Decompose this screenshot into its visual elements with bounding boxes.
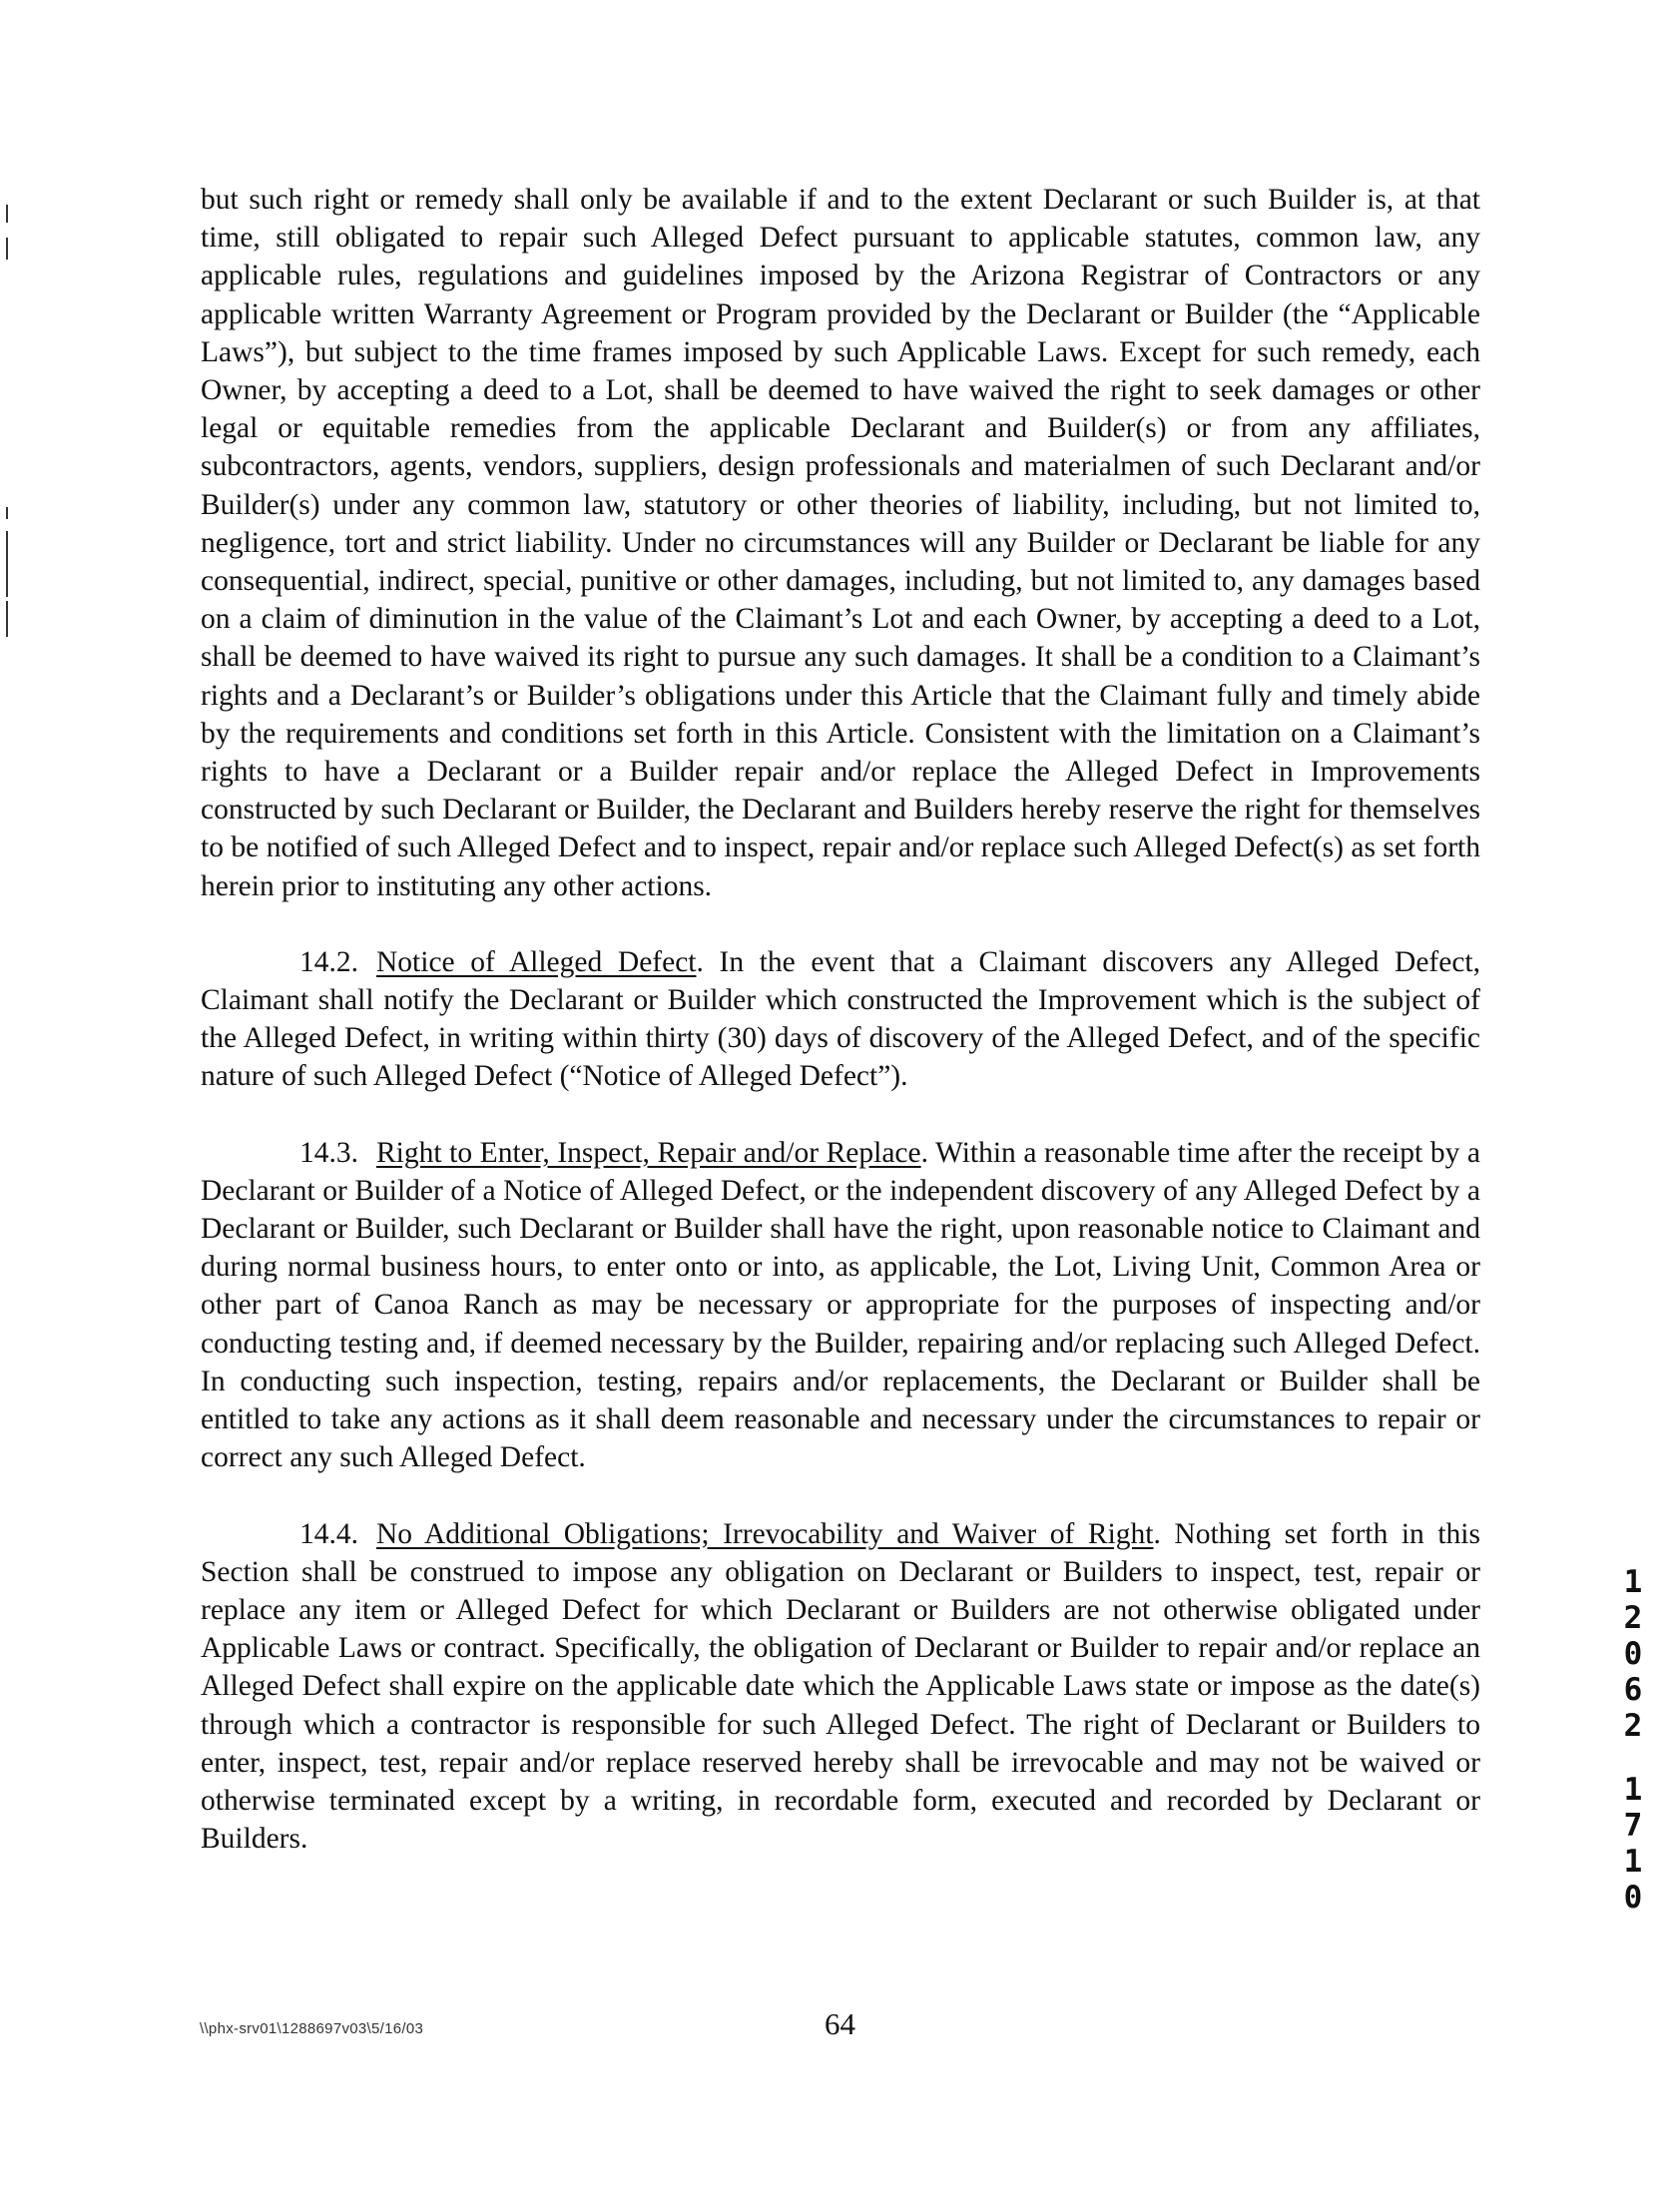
stamp-digit: 0 bbox=[1623, 1880, 1643, 1916]
stamp-digit: 2 bbox=[1623, 1600, 1643, 1636]
page-number: 64 bbox=[825, 2006, 855, 2041]
section-heading: No Additional Obligations; Irrevocability and Waiver of Right bbox=[376, 1517, 1154, 1550]
stamp-digit: 0 bbox=[1623, 1636, 1643, 1672]
section-number: 14.3. bbox=[299, 1136, 358, 1169]
recording-number-stamp bbox=[1621, 1564, 1645, 1916]
section-body: . Within a reasonable time after the receipt by a Declarant or Builder of a Notice of Alleged Defect, or the independent discovery of any Alleged Defect by a Declarant or Builder, such Declarant or Builder shall have the right, upon reasonable notice to Claimant and during normal business hours, to enter onto or into, as applicable, the Lot, Living Unit, Common Area or other part of Canoa Ranch as may be necessary or appropriate for the purposes of inspecting and/or conducting testing and, if deemed necessary by the Builder, repairing and/or replacing such Alleged Defect. In conducting such inspection, testing, repairs and/or replacements, the Declarant or Builder shall be entitled to take any actions as it shall deem reasonable and necessary under the circumstances to repair or correct any such Alleged Defect. bbox=[201, 1136, 1480, 1474]
continuation-paragraph bbox=[201, 181, 1480, 905]
section-number: 14.2. bbox=[299, 945, 358, 978]
stamp-digit: 1 bbox=[1623, 1844, 1643, 1880]
section-14-4 bbox=[201, 1515, 1480, 1859]
revision-change-bar bbox=[6, 507, 8, 519]
stamp-digit: 6 bbox=[1623, 1672, 1643, 1708]
stamp-digit: 7 bbox=[1623, 1808, 1643, 1844]
continuation-text: but such right or remedy shall only be available if and to the extent Declarant or such Builder is, at that time, still obligated to repair such Alleged Defect pursuant to applicable statutes, common law, any applicable rules, regulations and guidelines imposed by the Arizona Registrar of Contractors or any applicable written Warranty Agreement or Program provided by the Declarant or Builder (the “Applicable Laws”), but subject to the time frames imposed by such Applicable Laws. Except for such remedy, each Owner, by accepting a deed to a Lot, shall be deemed to have waived the right to seek damages or other legal or equitable remedies from the applicable Declarant and Builder(s) or from any affiliates, subcontractors, agents, vendors, suppliers, design professionals and materialmen of such Declarant and/or Builder(s) under any common law, statutory or other theories of liability, including, but not limited to, negligence, tort and strict liability. Under no circumstances will any Builder or Declarant be liable for any consequential, indirect, special, punitive or other damages, including, but not limited to, any damages based on a claim of diminution in the value of the Claimant’s Lot and each Owner, by accepting a deed to a Lot, shall be deemed to have waived its right to pursue any such damages. It shall be a condition to a Claimant’s rights and a Declarant’s or Builder’s obligations under this Article that the Claimant fully and timely abide by the requirements and conditions set forth in this Article. Consistent with the limitation on a Claimant’s rights to have a Declarant or a Builder repair and/or replace the Alleged Defect in Improvements constructed by such Declarant or Builder, the Declarant and Builders hereby reserve the right for themselves to be notified of such Alleged Defect and to inspect, repair and/or replace such Alleged Defect(s) as set forth herein prior to instituting any other actions. bbox=[201, 184, 1480, 902]
section-heading: Right to Enter, Inspect, Repair and/or Replace bbox=[376, 1136, 921, 1169]
section-14-2 bbox=[201, 943, 1480, 1096]
stamp-digit: 2 bbox=[1623, 1708, 1643, 1744]
revision-change-bar bbox=[6, 238, 8, 260]
section-heading: Notice of Alleged Defect bbox=[376, 945, 697, 978]
revision-change-bar bbox=[6, 601, 8, 637]
stamp-digit: 1 bbox=[1623, 1772, 1643, 1808]
section-14-3 bbox=[201, 1134, 1480, 1477]
section-body: . In the event that a Claimant discovers any Alleged Defect, Claimant shall notify the Declarant or Builder which constructed the Improvement which is the subject of the Alleged Defect, in writing within thirty (30) days of discovery of the Alleged Defect, and of the specific nature of such Alleged Defect (“Notice of Alleged Defect”). bbox=[201, 945, 1480, 1093]
footer-document-path: \\phx-srv01\1288697v03\5/16/03 bbox=[200, 2020, 424, 2037]
section-body: . Nothing set forth in this Section shall be construed to impose any obligation on Declarant or Builders to inspect, test, repair or replace any item or Alleged Defect for which Declarant or Builders are not otherwise obligated under Applicable Laws or contract. Specifically, the obligation of Declarant or Builder to repair and/or replace an Alleged Defect shall expire on the applicable date which the Applicable Laws state or impose as the date(s) through which a contractor is responsible for such Alleged Defect. The right of Declarant or Builders to enter, inspect, test, repair and/or replace reserved hereby shall be irrevocable and may not be waived or otherwise terminated except by a writing, in recordable form, executed and recorded by Declarant or Builders. bbox=[201, 1517, 1480, 1856]
stamp-digit: 1 bbox=[1623, 1564, 1643, 1600]
section-number: 14.4. bbox=[299, 1517, 358, 1550]
document-body bbox=[201, 181, 1480, 1896]
revision-change-bar bbox=[6, 205, 8, 223]
revision-change-bar bbox=[6, 531, 8, 597]
